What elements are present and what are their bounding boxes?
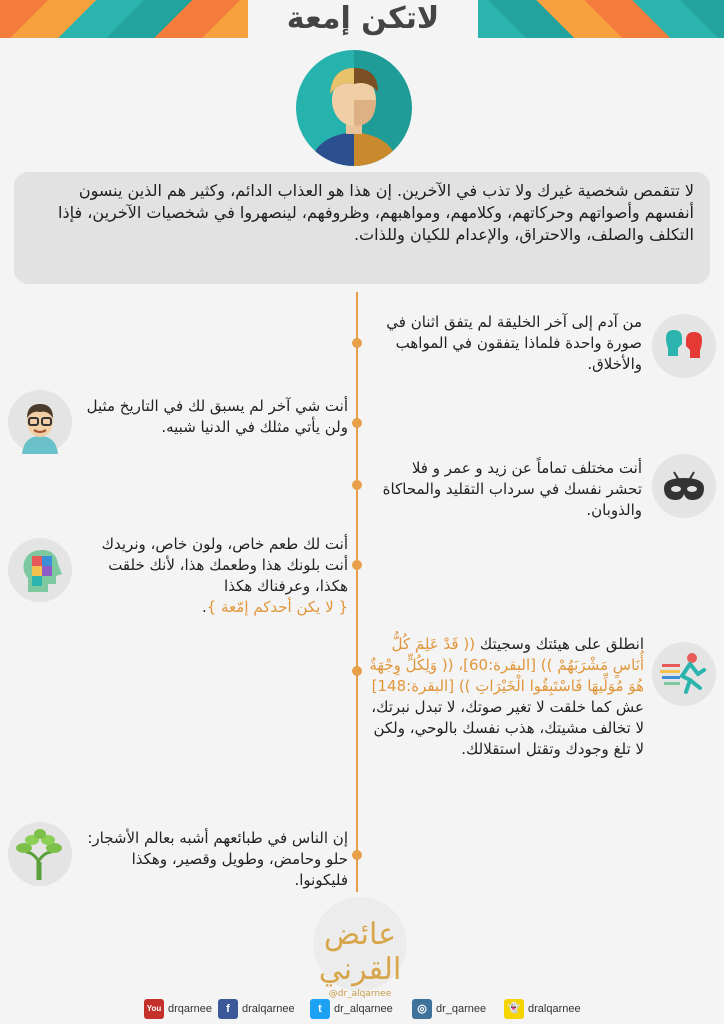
timeline-dot <box>352 480 362 490</box>
logo-handle: @dr_alqarnee <box>328 989 392 999</box>
timeline-item <box>78 534 348 618</box>
timeline-item-text: عش كما خلقت لا تغير صوتك، لا تبدل نبرتك، لا تخالف مشيتك، هذب نفسك بالوحي، ولكن لا تلغ وجودك وتقتل استقلالك. <box>371 698 644 758</box>
timeline-item-text: من آدم إلى آخر الخليقة لم يتفق اثنان في صورة واحدة فلماذا يتفقون في المواهب والأخلاق. <box>386 313 642 373</box>
intro-text-box: لا تتقمص شخصية غيرك ولا تذب في الآخرين. إن هذا هو العذاب الدائم، وكثير هم الذين ينسون أنفسهم وأصواتهم وحركاتهم، وكلامهم، ومواهبهم، وظروفهم، لينصهروا في شخصيات الآخرين، فإذا التكلف والصلف، والاحتراق، والإعدام للكيان وللذات. <box>14 172 710 284</box>
mask-icon <box>652 454 716 518</box>
social-footer <box>0 996 724 1024</box>
author-logo <box>313 897 407 999</box>
logo-signature: عائض القرني <box>318 917 402 987</box>
social-instagram[interactable] <box>412 998 486 1020</box>
timeline-dot <box>352 418 362 428</box>
youtube-icon: You <box>144 999 164 1019</box>
nerd-man-icon <box>8 390 72 454</box>
hadith-quote: { لا يكن أحدكم إمّعة } <box>206 598 348 616</box>
social-facebook[interactable] <box>218 998 295 1020</box>
timeline-dot <box>352 666 362 676</box>
facebook-icon: f <box>218 999 238 1019</box>
social-label: drqarnee <box>168 1003 213 1015</box>
timeline-item-text: أنت شي آخر لم يسبق لك في التاريخ مثيل ولن يأتي مثلك في الدنيا شبيه. <box>86 397 348 436</box>
social-youtube[interactable] <box>144 998 212 1020</box>
puzzle-head-icon <box>8 538 72 602</box>
timeline-line <box>356 292 358 892</box>
social-label: dralqarnee <box>528 1003 581 1015</box>
page-title: لاتكن إمعة <box>286 1 440 36</box>
twitter-icon: t <box>310 999 330 1019</box>
item-end-mark: . <box>201 598 207 616</box>
timeline-dot <box>352 338 362 348</box>
snapchat-icon: 👻 <box>504 999 524 1019</box>
timeline-dot <box>352 850 362 860</box>
social-snapchat[interactable] <box>504 998 581 1020</box>
social-label: dr_qarnee <box>436 1003 487 1015</box>
quran-quote: (( وَلِكُلٍّ وِجْهَةٌ هُوَ مُوَلِّيهَا فَاسْتَبِقُوا الْخَيْرَاتِ )) [البقرة:148] <box>369 656 644 695</box>
social-label: dr_alqarnee <box>334 1003 393 1015</box>
quran-quote: (( قَدْ عَلِمَ كُلُّ أُنَاسٍ مَشْرَبَهُمْ )) [البقرة:60]، <box>391 635 644 674</box>
running-man-icon <box>652 642 716 706</box>
timeline-item <box>368 634 644 760</box>
hero-avatar-icon <box>296 50 412 166</box>
timeline-item-text: أنت مختلف تماماً عن زيد و عمر و فلا تحشر نفسك في سرداب التقليد والمحاكاة والذوبان. <box>382 459 642 519</box>
timeline-dot <box>352 560 362 570</box>
timeline-item-text: إن الناس في طبائعهم أشبه بعالم الأشجار: حلو وحامض، وطويل وقصير، وهكذا فليكونوا. <box>87 829 348 889</box>
social-twitter[interactable] <box>310 998 393 1020</box>
tree-icon <box>8 822 72 886</box>
instagram-icon: ◎ <box>412 999 432 1019</box>
timeline-item-text: أنت لك طعم خاص، ولون خاص، ونريدك أنت بلونك هذا وطعمك هذا، لأنك خلقت هكذا، وعرفناك هكذا <box>101 535 348 595</box>
header-stripe-left <box>0 0 248 38</box>
header-stripe-right <box>478 0 724 38</box>
timeline-item-text: انطلق على هيئتك وسجيتك <box>479 635 644 653</box>
two-faces-icon <box>652 314 716 378</box>
social-label: dralqarnee <box>242 1003 295 1015</box>
